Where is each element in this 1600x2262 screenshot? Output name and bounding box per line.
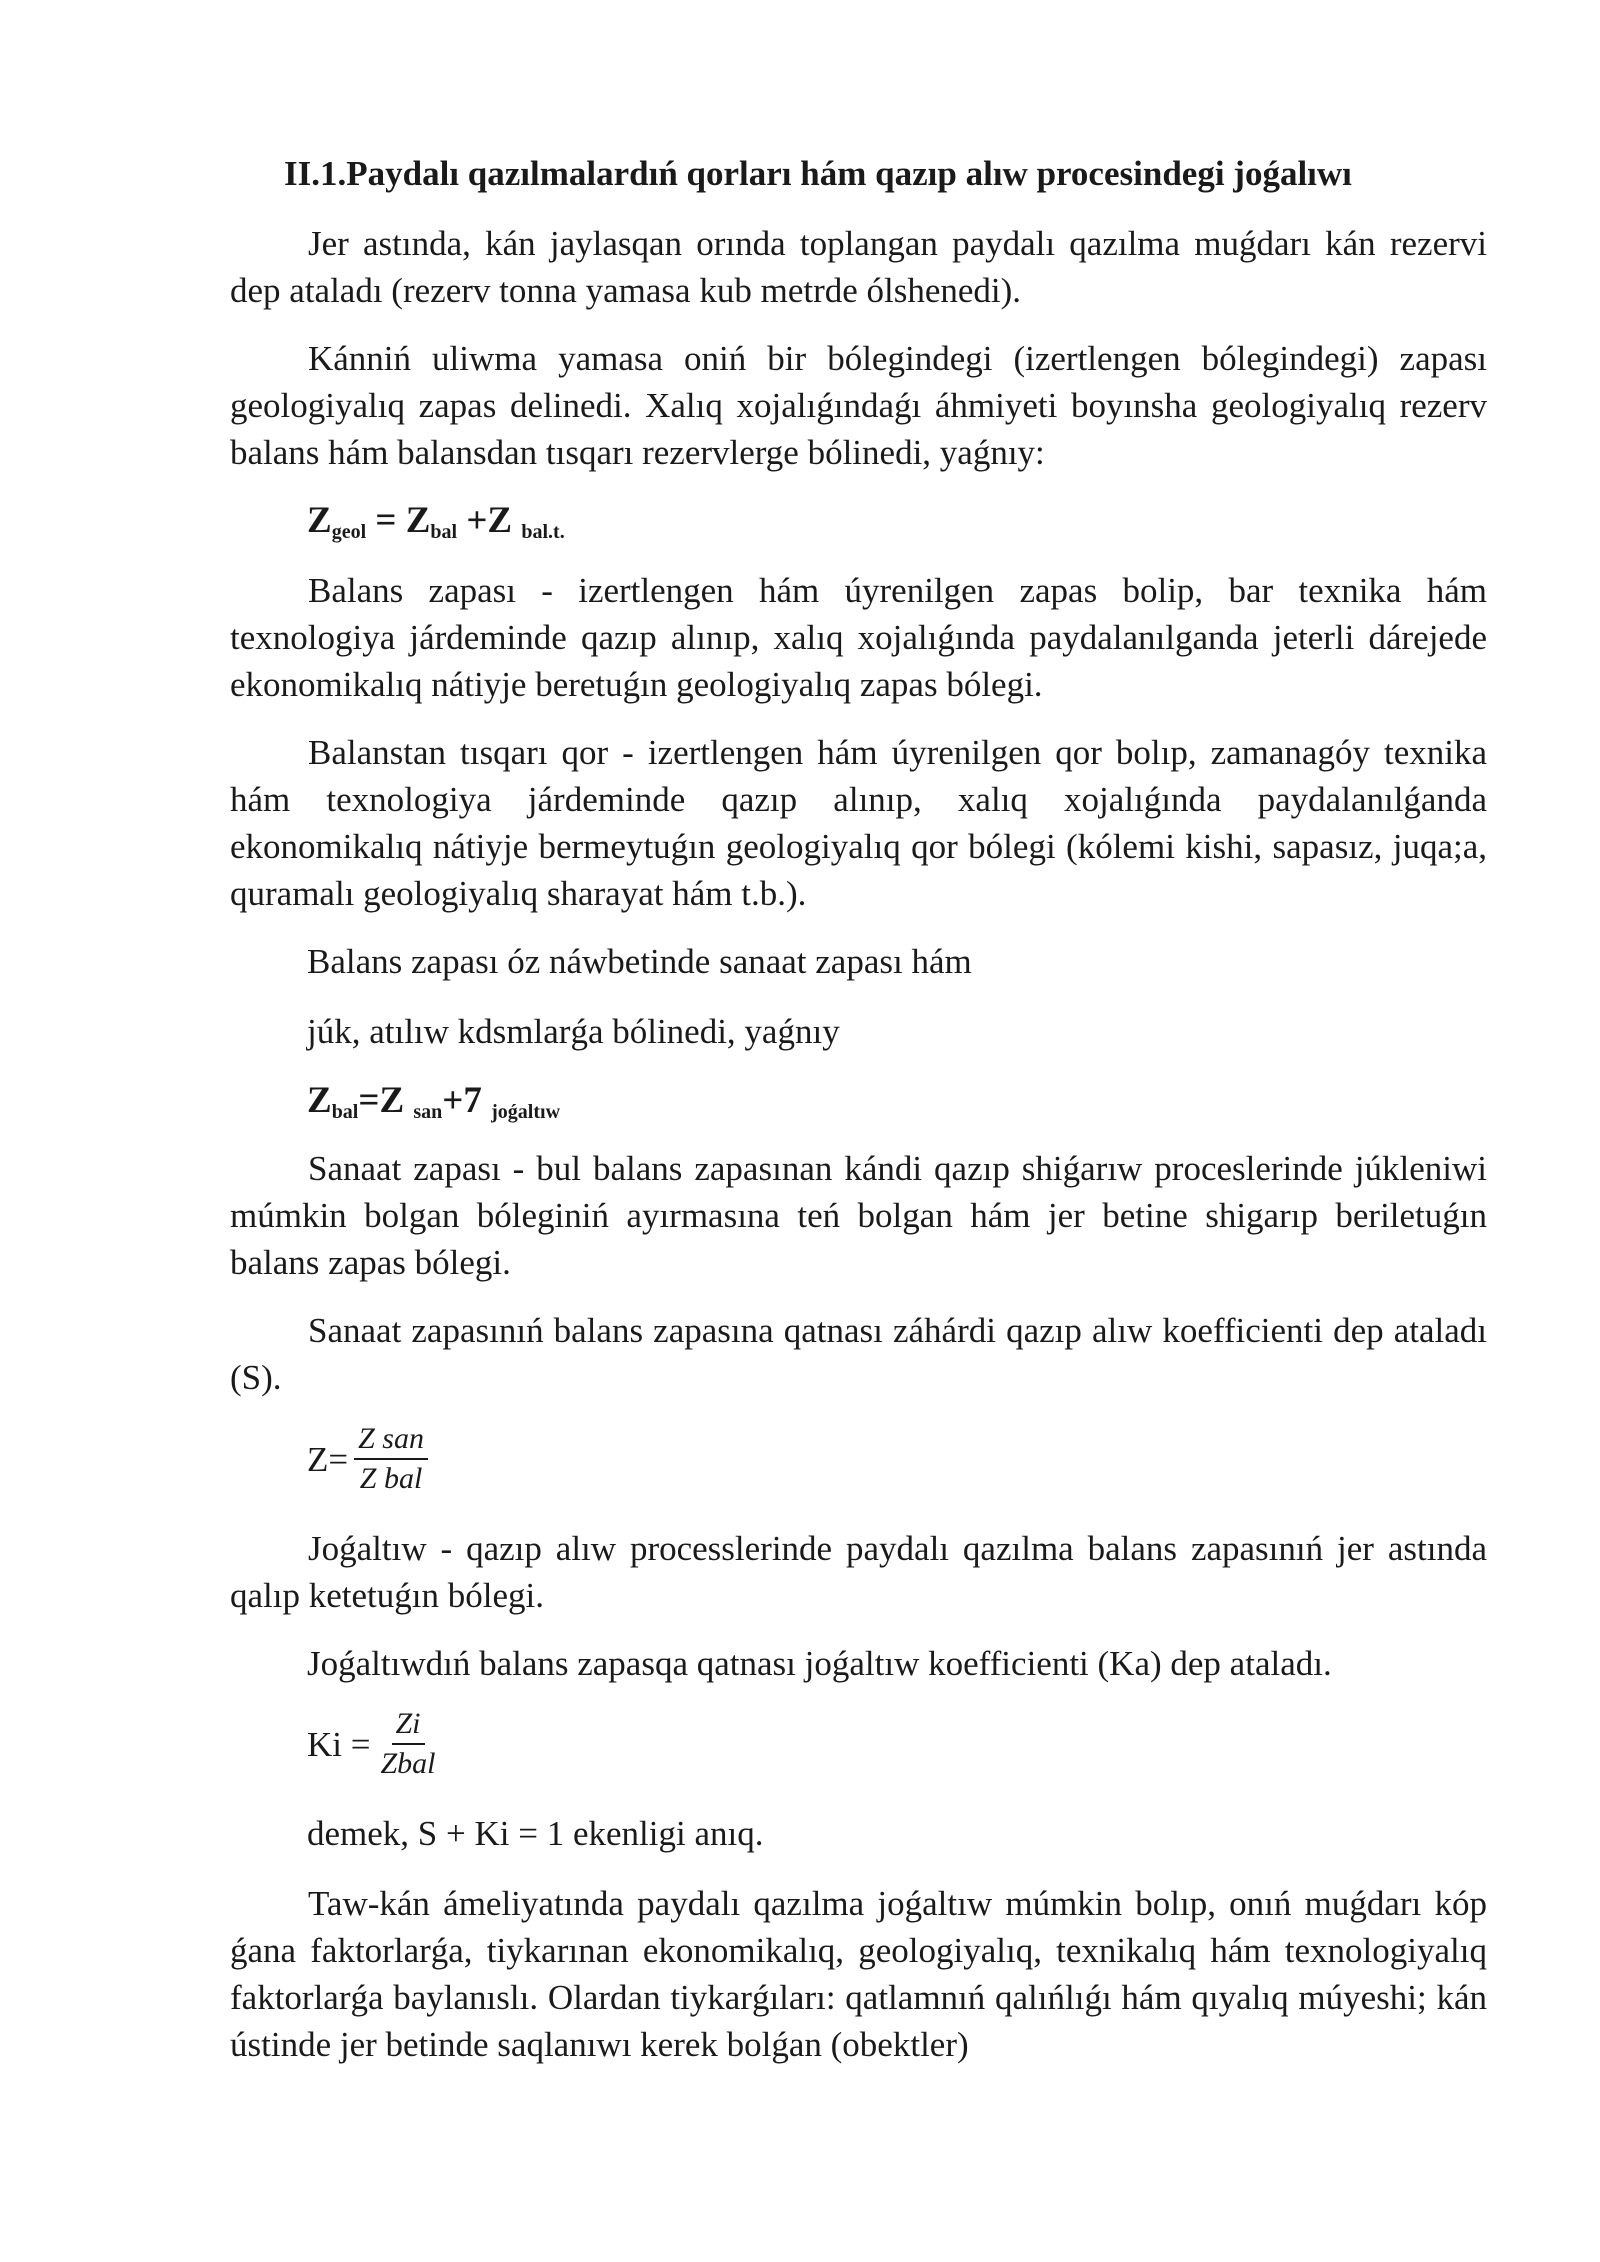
fraction — [377, 1705, 440, 1783]
section-title: II.1.Paydalı qazılmalardıń qorları hám qazıp alıw procesindegi joǵalıwı — [284, 154, 1352, 193]
paragraph-balance-split: Balans zapası óz náwbetinde sanaat zapası hám — [307, 942, 972, 981]
paragraph-mining-losses: Taw-kán ámeliyatında paydalı qazılma joǵaltıw múmkin bolıp, onıń muǵdarı kóp ǵana faktorlarǵa, tiykarınan ekonomikalıq, geologiyalıq, texnikalıq hám texnologiyalıq faktorlarǵa baylanıslı. Olardan tiykarǵıları: qatlamnıń qalıńlıǵı hám qıyalıq múyeshi; kán ústinde jer betinde saqlanıwı kerek bolǵan (obektler) — [230, 1884, 1487, 2064]
paragraph-reserve-definition: Jer astında, kán jaylasqan orında toplangan paydalı qazılma muǵdarı kán rezervi dep ataladı (rezerv tonna yamasa kub metrde ólshenedi). — [230, 224, 1487, 310]
paragraph-balance-split-cont: júk, atılıw kdsmlarǵa bólinedi, yaǵnıy — [307, 1012, 840, 1051]
paragraph-sum-identity: demek, S + Ki = 1 ekenligi anıq. — [307, 1814, 764, 1853]
paragraph-geological-reserve: Kánniń uliwma yamasa oniń bir bólegindegi (izertlengen bólegindegi) zapası geologiyalıq zapas delinedi. Xalıq xojalıǵındaǵı áhmiyeti boyınsha geologiyalıq rezerv balans hám balansdan tısqarı rezervlerge bólinedi, yaǵnıy: — [230, 339, 1487, 472]
formula-lhs: Z= — [307, 1439, 349, 1479]
paragraph-off-balance-reserve: Balanstan tısqarı qor - izertlengen hám úyrenilgen qor bolıp, zamanagóy texnika hám texnologiya járdeminde qazıp alınıp, xalıq xojalıǵında paydalanılǵanda ekonomikalıq nátiyje bermeytuǵın geologiyalıq qor bólegi (kólemi kishi, sapasız, juqa;a, quramalı geologiyalıq sharayat hám t.b.). — [230, 733, 1487, 913]
paragraph-loss-definition: Joǵaltıw - qazıp alıw processlerinde paydalı qazılma balans zapasınıń jer astında qalıp ketetuǵın bólegi. — [230, 1529, 1487, 1615]
fraction-denominator: Zbal — [380, 1747, 436, 1780]
fraction — [354, 1420, 428, 1498]
formula-balance-reserve: $Z_{bal}=Z$ $_{san}$+7 $_{joǵaltıw}$ — [307, 1080, 561, 1123]
formula-geological-reserve: $Z_{geol} = Z_{bal} +Z$ $_{bal.t.}$ — [307, 500, 565, 543]
formula-loss-ratio — [307, 1705, 440, 1783]
paragraph-industrial-reserve: Sanaat zapası - bul balans zapasınan kándi qazıp shiǵarıw proceslerinde júkleniwi múmkin bolgan bóleginiń ayırmasına teń bolgan hám jer betine shigarıp beriletuǵın balans zapas bólegi. — [230, 1149, 1487, 1282]
formula-lhs: Ki = — [307, 1724, 371, 1764]
fraction-numerator: Zi — [392, 1705, 425, 1745]
fraction-numerator: Z san — [354, 1420, 428, 1460]
paragraph-balance-reserve: Balans zapası - izertlengen hám úyrenilgen zapas bolip, bar texnika hám texnologiya járdeminde qazıp alınıp, xalıq xojalıǵında paydalanılganda jeterli dárejede ekonomikalıq nátiyje beretuǵın geologiyalıq zapas bólegi. — [230, 571, 1487, 704]
paragraph-loss-coefficient: Joǵaltıwdıń balans zapasqa qatnası joǵaltıw koefficienti (Ka) dep ataladı. — [307, 1644, 1332, 1683]
fraction-denominator: Z bal — [359, 1462, 423, 1495]
paragraph-extraction-coefficient: Sanaat zapasınıń balans zapasına qatnası záhárdi qazıp alıw koefficienti dep ataladı (S). — [230, 1311, 1487, 1397]
formula-extraction-ratio — [307, 1420, 428, 1498]
